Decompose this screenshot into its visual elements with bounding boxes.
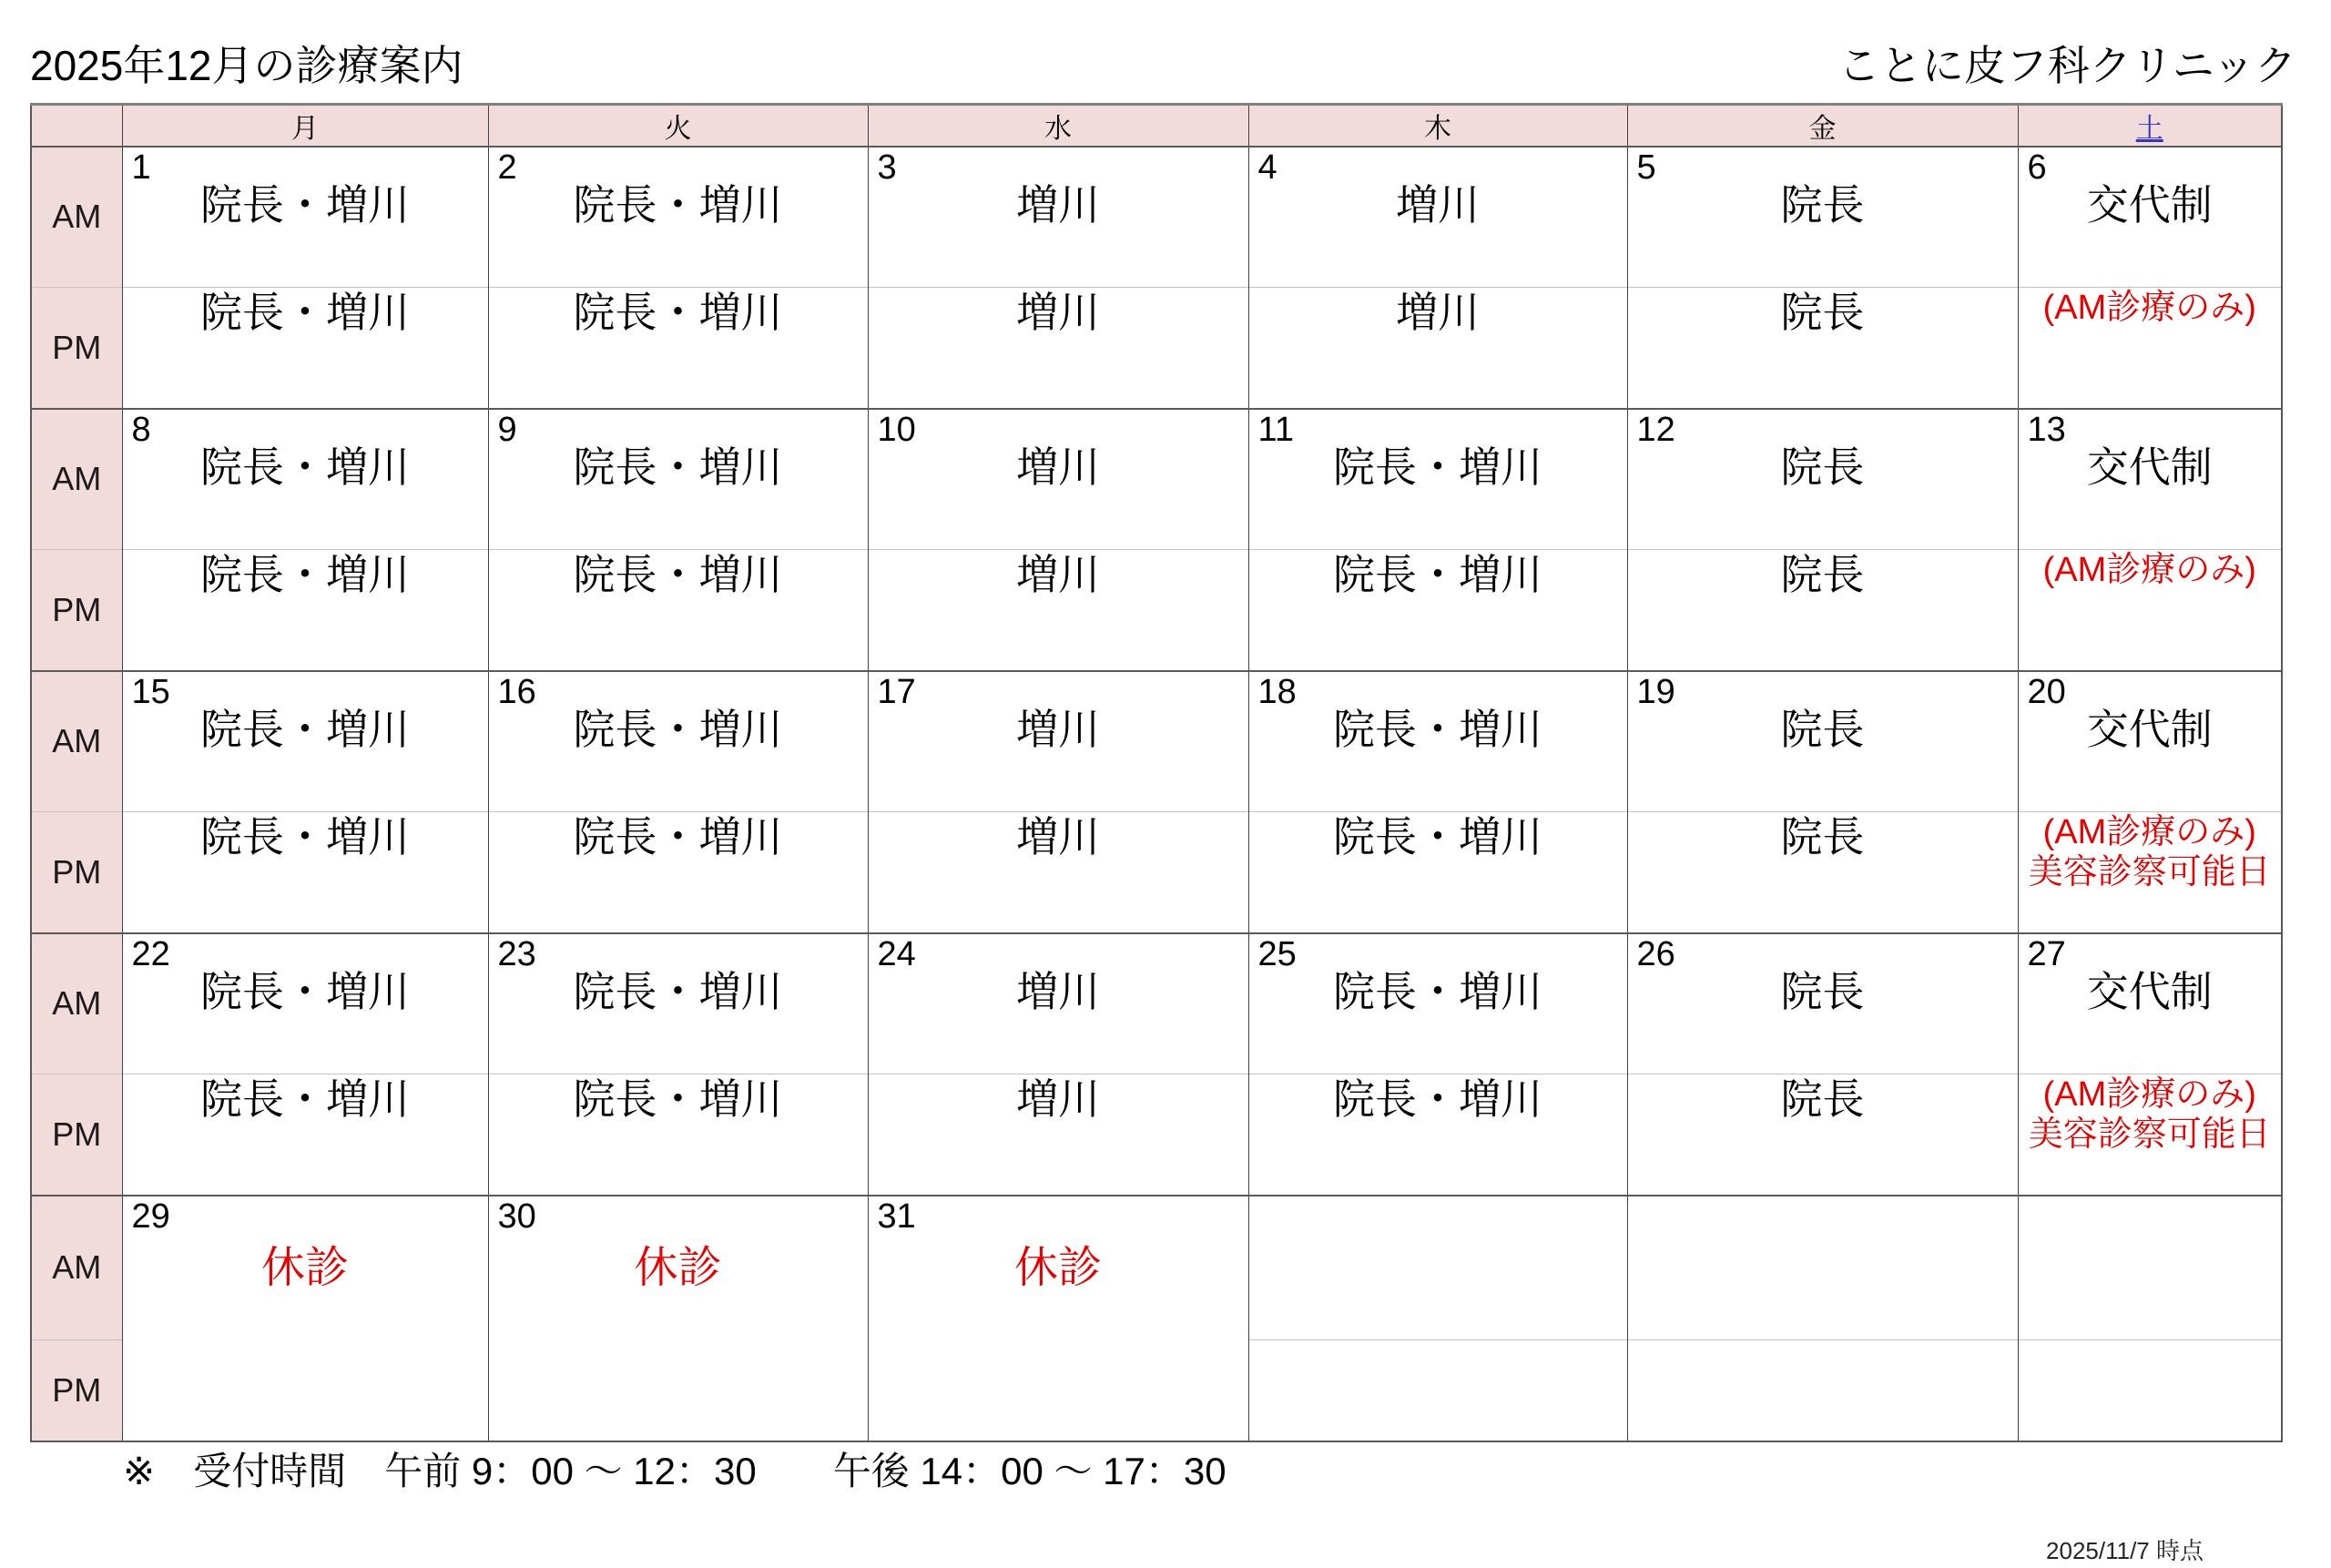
date-label: 29 <box>131 1197 170 1236</box>
schedule-text: 院長・増川 <box>1333 706 1542 753</box>
date-label: 17 <box>877 673 916 711</box>
day-cell-15-pm <box>122 811 488 933</box>
schedule-text-line: (AM診療のみ) <box>2042 288 2256 327</box>
date-label: 27 <box>2027 935 2066 973</box>
schedule-text: 院長 <box>1780 181 1865 229</box>
empty-cell-fri-am <box>1627 1196 2018 1339</box>
day-cell-5-pm <box>1627 287 2018 409</box>
schedule-text: 院長・増川 <box>200 550 410 598</box>
schedule-text: 院長 <box>1780 443 1865 491</box>
schedule-text: 院長・増川 <box>200 1074 410 1123</box>
day-cell-1-am <box>122 147 488 287</box>
empty-cell-sat-am <box>2018 1196 2282 1339</box>
day-cell-23-pm <box>488 1074 868 1196</box>
schedule-text: 増川 <box>1016 288 1100 336</box>
empty-cell-fri-pm <box>1627 1339 2018 1441</box>
schedule-text: 交代制 <box>2086 443 2213 491</box>
date-label: 25 <box>1257 935 1297 973</box>
week-2-am-row <box>31 409 2282 549</box>
day-cell-10-am <box>868 409 1248 549</box>
schedule-text-line: 美容診察可能日 <box>2028 853 2271 892</box>
day-cell-29-closed <box>122 1196 488 1441</box>
date-label: 15 <box>131 673 170 711</box>
schedule-text: 休診 <box>1013 1244 1102 1292</box>
day-cell-25-am <box>1248 933 1627 1074</box>
row-label-pm: PM <box>31 287 122 409</box>
day-cell-3-pm <box>868 287 1248 409</box>
row-label-pm: PM <box>31 1074 122 1196</box>
schedule-text: 院長 <box>1780 550 1865 598</box>
schedule-text: 院長・増川 <box>200 181 410 229</box>
day-header-sat: 土 <box>2018 105 2282 148</box>
date-label: 5 <box>1636 148 1656 187</box>
week-4-pm-row <box>31 1074 2282 1196</box>
day-cell-18-am <box>1248 671 1627 811</box>
row-label-am: AM <box>31 409 122 549</box>
schedule-text: 増川 <box>1016 1074 1100 1123</box>
date-label: 26 <box>1636 935 1675 973</box>
day-cell-31-closed <box>868 1196 1248 1441</box>
day-cell-9-pm <box>488 549 868 671</box>
day-cell-24-pm <box>868 1074 1248 1196</box>
week-5-am-row <box>31 1196 2282 1339</box>
day-cell-12-am <box>1627 409 2018 549</box>
day-cell-20-pm <box>2018 811 2282 933</box>
empty-cell-sat-pm <box>2018 1339 2282 1441</box>
day-cell-17-am <box>868 671 1248 811</box>
date-label: 30 <box>497 1197 536 1236</box>
date-label: 3 <box>877 148 897 187</box>
schedule-text <box>2019 812 2282 894</box>
schedule-text: 交代制 <box>2086 181 2213 229</box>
date-label: 19 <box>1636 673 1675 711</box>
day-cell-16-pm <box>488 811 868 933</box>
day-cell-2-am <box>488 147 868 287</box>
date-label: 23 <box>497 935 536 973</box>
page-title: 2025年12月の診療案内 <box>30 42 463 89</box>
empty-cell-thu-am <box>1248 1196 1627 1339</box>
schedule-text: 増川 <box>1016 706 1100 753</box>
schedule-text: 院長・増川 <box>573 443 783 491</box>
day-cell-24-am <box>868 933 1248 1074</box>
date-label: 2 <box>497 148 517 187</box>
schedule-text: 増川 <box>1016 968 1100 1015</box>
date-label: 20 <box>2027 673 2066 711</box>
schedule-text: 院長・増川 <box>1333 968 1542 1015</box>
schedule-text: 院長・増川 <box>200 288 410 336</box>
day-cell-3-am <box>868 147 1248 287</box>
reception-hours-note: ※ 受付時間 午前 9：00 ～ 12：30 午後 14：00 ～ 17：30 <box>123 1450 1227 1492</box>
day-cell-22-pm <box>122 1074 488 1196</box>
schedule-text: 休診 <box>634 1244 722 1292</box>
schedule-text: 院長 <box>1780 288 1865 336</box>
schedule-calendar <box>30 103 2283 1442</box>
schedule-text: 増川 <box>1396 288 1480 336</box>
schedule-text: 院長・増川 <box>1333 812 1542 860</box>
week-3-pm-row <box>31 811 2282 933</box>
schedule-text: 院長 <box>1780 706 1865 753</box>
schedule-text-line: (AM診療のみ) <box>2042 812 2256 851</box>
schedule-text: 増川 <box>1396 181 1480 229</box>
day-header-fri: 金 <box>1627 105 2018 148</box>
page-header <box>30 33 2296 93</box>
day-cell-18-pm <box>1248 811 1627 933</box>
day-cell-6-am <box>2018 147 2282 287</box>
day-header-row <box>31 105 2282 148</box>
day-cell-27-pm <box>2018 1074 2282 1196</box>
week-4-am-row <box>31 933 2282 1074</box>
schedule-text-line: (AM診療のみ) <box>2042 550 2256 589</box>
day-header-tue: 火 <box>488 105 868 148</box>
week-1-pm-row <box>31 287 2282 409</box>
week-2-pm-row <box>31 549 2282 671</box>
date-label: 11 <box>1257 411 1294 449</box>
schedule-text: 院長 <box>1780 1074 1865 1123</box>
date-label: 10 <box>877 411 916 449</box>
week-3-am-row <box>31 671 2282 811</box>
schedule-text: 増川 <box>1016 443 1100 491</box>
schedule-text: 院長・増川 <box>573 968 783 1015</box>
day-cell-26-pm <box>1627 1074 2018 1196</box>
schedule-text: 院長・増川 <box>200 443 410 491</box>
day-cell-20-am <box>2018 671 2282 811</box>
day-cell-12-pm <box>1627 549 2018 671</box>
date-label: 16 <box>497 673 536 711</box>
date-label: 4 <box>1257 148 1277 187</box>
date-label: 9 <box>497 411 517 449</box>
row-label-am: AM <box>31 1196 122 1339</box>
schedule-text-line: (AM診療のみ) <box>2042 1074 2256 1114</box>
day-cell-30-closed <box>488 1196 868 1441</box>
schedule-text: 休診 <box>260 1244 349 1292</box>
date-label: 6 <box>2027 148 2047 187</box>
clinic-name: ことに皮フ科クリニック <box>1837 42 2296 89</box>
schedule-text <box>2019 288 2282 329</box>
day-cell-11-pm <box>1248 549 1627 671</box>
schedule-text-line: 美容診察可能日 <box>2028 1115 2271 1155</box>
day-cell-13-am <box>2018 409 2282 549</box>
schedule-text: 院長・増川 <box>573 812 783 860</box>
schedule-text: 院長・増川 <box>200 706 410 753</box>
day-cell-2-pm <box>488 287 868 409</box>
day-cell-23-am <box>488 933 868 1074</box>
day-header-wed: 水 <box>868 105 1248 148</box>
day-cell-19-pm <box>1627 811 2018 933</box>
day-cell-1-pm <box>122 287 488 409</box>
date-label: 24 <box>877 935 916 973</box>
day-cell-10-pm <box>868 549 1248 671</box>
day-header-thu: 木 <box>1248 105 1627 148</box>
schedule-text: 院長・増川 <box>573 706 783 753</box>
schedule-text: 院長・増川 <box>200 812 410 860</box>
schedule-text: 交代制 <box>2086 968 2213 1015</box>
corner-cell <box>31 105 122 148</box>
schedule-text: 増川 <box>1016 181 1100 229</box>
date-label: 18 <box>1257 673 1297 711</box>
row-label-am: AM <box>31 147 122 287</box>
schedule-text: 院長・増川 <box>200 968 410 1015</box>
day-cell-17-pm <box>868 811 1248 933</box>
date-label: 13 <box>2027 411 2066 449</box>
schedule-text: 院長 <box>1780 812 1865 860</box>
schedule-text: 増川 <box>1016 812 1100 860</box>
schedule-text: 院長 <box>1780 968 1865 1015</box>
day-cell-9-am <box>488 409 868 549</box>
empty-cell-thu-pm <box>1248 1339 1627 1441</box>
row-label-pm: PM <box>31 1339 122 1441</box>
schedule-text: 院長・増川 <box>1333 443 1542 491</box>
day-cell-5-am <box>1627 147 2018 287</box>
schedule-text: 院長・増川 <box>573 1074 783 1123</box>
day-cell-15-am <box>122 671 488 811</box>
date-label: 12 <box>1636 411 1675 449</box>
row-label-am: AM <box>31 933 122 1074</box>
schedule-text: 院長・増川 <box>573 288 783 336</box>
date-label: 31 <box>877 1197 916 1236</box>
day-cell-4-am <box>1248 147 1627 287</box>
day-cell-8-pm <box>122 549 488 671</box>
day-cell-27-am <box>2018 933 2282 1074</box>
as-of-date: 2025/11/7 時点 <box>2046 1537 2204 1564</box>
row-label-pm: PM <box>31 549 122 671</box>
date-label: 8 <box>131 411 151 449</box>
day-cell-22-am <box>122 933 488 1074</box>
schedule-text: 院長・増川 <box>1333 550 1542 598</box>
date-label: 1 <box>131 148 151 187</box>
day-cell-26-am <box>1627 933 2018 1074</box>
row-label-pm: PM <box>31 811 122 933</box>
day-cell-13-pm <box>2018 549 2282 671</box>
schedule-text: 交代制 <box>2086 706 2213 753</box>
day-cell-19-am <box>1627 671 2018 811</box>
schedule-text <box>2019 1074 2282 1156</box>
schedule-text: 院長・増川 <box>1333 1074 1542 1123</box>
day-cell-16-am <box>488 671 868 811</box>
day-cell-6-pm <box>2018 287 2282 409</box>
schedule-text: 増川 <box>1016 550 1100 598</box>
day-cell-25-pm <box>1248 1074 1627 1196</box>
schedule-text <box>2019 550 2282 591</box>
schedule-text: 院長・増川 <box>573 181 783 229</box>
schedule-text: 院長・増川 <box>573 550 783 598</box>
day-cell-4-pm <box>1248 287 1627 409</box>
day-cell-11-am <box>1248 409 1627 549</box>
week-1-am-row <box>31 147 2282 287</box>
day-cell-8-am <box>122 409 488 549</box>
row-label-am: AM <box>31 671 122 811</box>
date-label: 22 <box>131 935 170 973</box>
day-header-mon: 月 <box>122 105 488 148</box>
